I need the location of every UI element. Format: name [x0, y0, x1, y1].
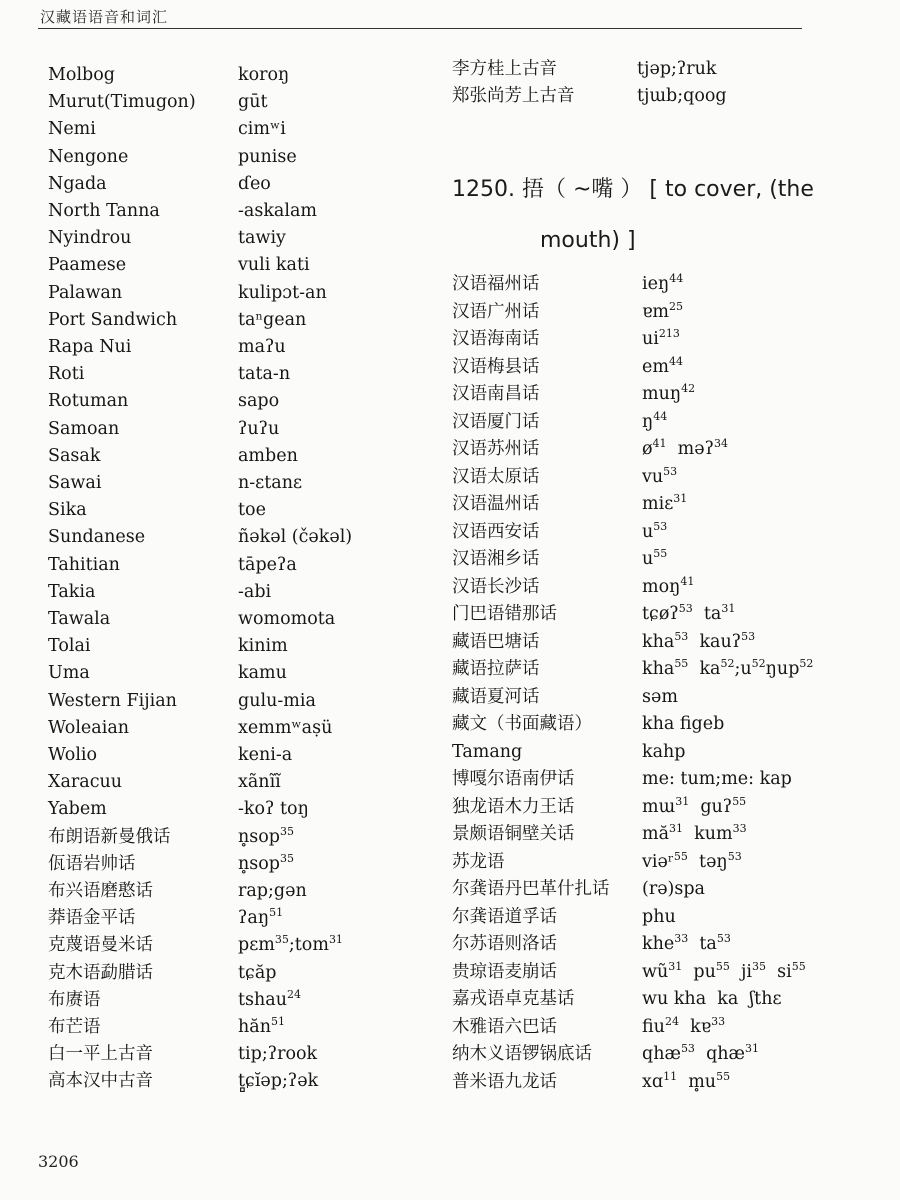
tone-superscript: 51	[269, 906, 284, 920]
form-segment: kamu	[238, 663, 287, 684]
tone-superscript: 53	[678, 602, 693, 615]
list-item	[0, 144, 900, 171]
language-name: 郑张尚芳上古音	[452, 86, 575, 106]
word-form	[642, 299, 683, 327]
language-name: Tawala	[48, 609, 111, 629]
list-item	[0, 546, 900, 573]
word-form	[642, 766, 792, 793]
form-segment: ui	[642, 329, 659, 349]
list-item	[0, 1069, 900, 1096]
word-form	[642, 436, 728, 464]
language-name: Sasak	[48, 445, 101, 466]
word-form	[642, 684, 678, 711]
word-form	[238, 144, 297, 171]
word-form	[642, 821, 747, 849]
language-name: 木雅语六巴话	[452, 1016, 557, 1037]
word-form	[637, 56, 717, 83]
word-form	[642, 271, 683, 299]
form-segment: ɗeo	[238, 173, 271, 194]
list-item	[0, 601, 900, 628]
word-form	[642, 464, 677, 492]
language-name: 藏语夏河话	[452, 686, 540, 707]
form-segment: tɕøʔ	[642, 604, 679, 624]
language-name: 汉语太原话	[452, 466, 540, 487]
list-item	[0, 931, 900, 958]
language-name: Paamese	[48, 255, 127, 276]
tone-superscript: 24	[664, 1014, 679, 1028]
word-form	[238, 116, 286, 143]
language-name: 汉语广州话	[452, 301, 540, 322]
language-name: Tahitian	[48, 554, 120, 575]
language-name: 克蔑语曼米话	[48, 935, 153, 956]
page-number: 3206	[38, 1152, 79, 1171]
form-segment: taⁿgean	[238, 309, 307, 330]
language-name: 布赓语	[48, 989, 101, 1010]
tone-superscript: 53	[727, 849, 742, 863]
language-name: 汉语福州话	[452, 274, 540, 294]
language-name: Sawai	[48, 473, 102, 493]
form-segment: pɛm	[238, 935, 275, 956]
form-segment: kinim	[238, 636, 288, 657]
form-segment: ŋup	[765, 659, 800, 679]
form-segment: koroŋ	[238, 65, 290, 85]
list-item	[0, 225, 900, 252]
form-segment: təŋ	[687, 851, 728, 872]
entry-headword: 捂	[521, 177, 544, 202]
form-segment: punise	[238, 146, 297, 167]
word-form	[642, 1041, 759, 1069]
language-name: Rapa Nui	[48, 337, 132, 357]
form-segment: cimʷi	[238, 119, 286, 140]
form-segment: fiu	[642, 1016, 665, 1037]
form-segment: tip;ʔrook	[238, 1044, 318, 1065]
list-item	[0, 794, 900, 821]
word-form	[637, 83, 727, 110]
form-segment: ʔaŋ	[238, 908, 270, 929]
form-segment: xɑ	[642, 1071, 664, 1092]
language-name: 汉语湘乡话	[452, 549, 540, 569]
language-name: 博嘎尔语南伊话	[452, 769, 575, 789]
language-name: 尔龚语道孚话	[452, 906, 557, 927]
word-form	[642, 381, 695, 409]
language-name: Sundanese	[48, 527, 146, 548]
form-segment: kauʔ	[688, 631, 742, 652]
list-item	[0, 354, 900, 381]
list-item	[0, 271, 900, 298]
language-name: 李方桂上古音	[452, 59, 557, 79]
entry-gloss-en: [ to cover, (the	[649, 177, 814, 202]
form-segment: ta	[688, 934, 717, 954]
list-item	[0, 629, 900, 656]
language-name: Xaracuu	[48, 772, 123, 793]
language-name: 布朗语新曼俄话	[48, 826, 171, 847]
form-segment: tāpeʔa	[238, 554, 297, 575]
form-segment: khe	[642, 934, 675, 954]
form-segment: em	[642, 356, 669, 377]
tone-superscript: 55	[674, 657, 689, 670]
form-segment: viəʳ	[642, 851, 674, 872]
form-segment: kha	[642, 659, 675, 679]
form-segment: xãnĩĩ	[238, 772, 281, 793]
language-name: 藏语巴塘话	[452, 631, 540, 652]
form-segment: tjɯb;qoog	[637, 86, 727, 106]
form-segment: ɐm	[642, 301, 670, 322]
language-name: Takia	[48, 581, 96, 602]
form-segment: miɛ	[642, 494, 674, 514]
language-name: Nengone	[48, 146, 129, 167]
language-name: 克木语勐腊话	[48, 962, 153, 983]
list-item	[0, 381, 900, 408]
list-item	[0, 711, 900, 738]
language-name: Roti	[48, 364, 85, 385]
running-head: 汉藏语语音和词汇	[40, 8, 169, 26]
tone-superscript: 55	[716, 1069, 731, 1083]
list-item	[0, 299, 900, 326]
word-form	[642, 491, 687, 519]
form-segment: ieŋ	[642, 274, 670, 294]
language-name: 汉语长沙话	[452, 576, 540, 597]
form-segment: n̥sop	[238, 826, 280, 847]
language-name: 高本汉中古音	[48, 1071, 153, 1092]
form-segment: ;u	[734, 659, 752, 679]
form-segment: moŋ	[642, 576, 681, 597]
tone-superscript: 55	[791, 959, 806, 973]
language-name: 汉语苏州话	[452, 439, 540, 459]
form-segment: -askalam	[238, 201, 317, 221]
tone-superscript: 31	[721, 602, 736, 615]
tone-superscript: 42	[681, 382, 696, 395]
language-name: 纳木义语锣锅底话	[452, 1044, 592, 1064]
word-form	[642, 711, 724, 738]
list-item	[0, 436, 900, 463]
language-name: 莽语金平话	[48, 908, 136, 929]
tone-superscript: 24	[287, 987, 301, 1001]
tone-superscript: 31	[669, 822, 684, 835]
language-name: 独龙语木力王话	[452, 796, 575, 817]
list-item	[0, 766, 900, 793]
tone-superscript: 31	[328, 933, 343, 947]
tone-superscript: 52	[720, 657, 735, 670]
word-form	[642, 601, 735, 629]
form-segment: ø	[642, 439, 653, 459]
language-name: Nemi	[48, 119, 96, 140]
form-segment: rap;gən	[238, 881, 307, 901]
tone-superscript: 51	[270, 1015, 285, 1028]
list-item	[0, 959, 900, 986]
word-form	[238, 171, 271, 198]
form-segment: keni-a	[238, 745, 293, 765]
word-form	[642, 519, 667, 547]
word-form	[642, 354, 683, 382]
language-name: Murut(Timugon)	[48, 92, 196, 113]
tone-superscript: 35	[280, 851, 294, 865]
form-segment: n̥sop	[238, 853, 280, 874]
language-name: 佤语岩帅话	[48, 853, 136, 874]
language-name: 汉语南昌话	[452, 384, 540, 404]
form-segment: n-ɛtanɛ	[238, 473, 303, 493]
entry-heading	[452, 172, 814, 203]
form-segment: m̥u	[677, 1071, 717, 1092]
form-segment: tshau	[238, 989, 287, 1010]
form-segment: qhæ	[642, 1044, 681, 1064]
form-segment: vuli kati	[238, 255, 310, 276]
word-form	[642, 931, 731, 959]
tone-superscript: 213	[658, 327, 680, 340]
tone-superscript: 55	[673, 849, 688, 863]
language-name: 景颇语铜壁关话	[452, 824, 575, 844]
tone-superscript: 34	[714, 437, 729, 450]
list-item	[0, 986, 900, 1013]
form-segment: ʔuʔu	[238, 418, 280, 439]
language-name: 汉语厦门话	[452, 411, 540, 432]
tone-superscript: 41	[652, 437, 667, 450]
tone-superscript: 53	[716, 932, 731, 945]
language-name: 白一平上古音	[48, 1044, 153, 1065]
form-segment: sapo	[238, 391, 280, 412]
entry-number: 1250.	[452, 177, 515, 202]
language-name: Tamang	[452, 741, 523, 762]
form-segment: toe	[238, 500, 266, 521]
form-segment: xemmʷaṣü	[238, 717, 333, 738]
list-item	[0, 491, 900, 521]
list-item	[0, 464, 900, 491]
language-name: 布兴语磨憨话	[48, 881, 153, 901]
form-segment: muŋ	[642, 384, 682, 404]
language-name: 藏语拉萨话	[452, 659, 540, 679]
tone-superscript: 55	[732, 794, 747, 808]
word-form	[642, 409, 667, 437]
tone-superscript: 31	[673, 492, 688, 505]
language-name: Sika	[48, 500, 87, 521]
word-form	[642, 326, 680, 354]
list-item	[0, 1041, 900, 1068]
form-segment: t̻ɕĭəp;ʔək	[238, 1071, 319, 1092]
language-name: Port Sandwich	[48, 309, 178, 330]
form-segment: mɯ	[642, 796, 676, 817]
tone-superscript: 53	[663, 464, 678, 478]
list-item	[0, 116, 900, 143]
word-form	[642, 656, 813, 684]
word-form	[642, 986, 782, 1013]
form-segment: məʔ	[666, 439, 715, 459]
language-name: 藏文（书面藏语）	[452, 714, 592, 734]
language-name: 汉语温州话	[452, 494, 540, 514]
form-segment: womomota	[238, 609, 336, 629]
language-name: 尔苏语则洛话	[452, 934, 557, 954]
form-segment: wu kha ka ʃthɛ	[642, 989, 782, 1009]
form-segment: mă	[642, 824, 670, 844]
form-segment: vu	[642, 466, 664, 487]
form-segment: tɕăp	[238, 962, 277, 983]
tone-superscript: 44	[653, 409, 668, 423]
tone-superscript: 31	[675, 794, 690, 808]
language-name: 苏龙语	[452, 851, 505, 872]
word-form	[642, 904, 676, 931]
form-segment: u	[642, 549, 654, 569]
list-item	[0, 904, 900, 931]
form-segment: tata-n	[238, 364, 291, 385]
language-name: 尔龚语丹巴革什扎话	[452, 879, 610, 899]
form-segment: kɐ	[678, 1016, 712, 1037]
tone-superscript: 53	[741, 629, 756, 643]
list-item	[0, 574, 900, 601]
tone-superscript: 41	[680, 574, 695, 588]
language-name: 贵琼语麦崩话	[452, 961, 557, 982]
tone-superscript: 53	[674, 629, 689, 643]
form-segment: ji	[729, 961, 753, 982]
language-name: Western Fijian	[48, 690, 177, 711]
form-segment: kum	[683, 824, 733, 844]
list-item	[0, 739, 900, 766]
tone-superscript: 35	[274, 933, 289, 947]
language-name: Molbog	[48, 65, 115, 85]
language-name: Woleaian	[48, 717, 130, 738]
tone-superscript: 52	[751, 657, 766, 670]
tone-superscript: 55	[715, 959, 730, 973]
tone-superscript: 35	[752, 959, 767, 973]
tone-superscript: 31	[668, 959, 683, 973]
list-item	[0, 519, 900, 546]
word-form	[238, 225, 286, 252]
list-item	[0, 326, 900, 353]
form-segment: ñəkəl (čəkəl)	[238, 527, 353, 548]
form-segment: wũ	[642, 961, 669, 982]
word-form	[642, 794, 746, 822]
tone-superscript: 44	[669, 272, 684, 285]
list-item	[0, 876, 900, 903]
form-segment: tawiy	[238, 228, 286, 249]
tone-superscript: 53	[653, 519, 668, 533]
entry-gloss-zh: （ ~嘴 ）	[544, 177, 643, 202]
language-name: 布芒语	[48, 1017, 101, 1037]
form-segment: ta	[692, 604, 722, 624]
entry-heading-cont: mouth) ]	[540, 228, 636, 253]
language-name: Wolio	[48, 745, 98, 765]
word-form	[642, 1069, 730, 1097]
language-name: Yabem	[48, 799, 107, 820]
form-segment: səm	[642, 686, 678, 707]
language-name: Nyindrou	[48, 228, 132, 249]
form-segment: tjəp;ʔruk	[637, 59, 717, 79]
header-rule	[38, 28, 802, 29]
form-segment: u	[642, 521, 654, 542]
tone-superscript: 33	[732, 822, 747, 835]
form-segment: kahp	[642, 741, 686, 762]
tone-superscript: 33	[711, 1014, 726, 1028]
list-item	[0, 1014, 900, 1041]
form-segment: amben	[238, 445, 298, 466]
language-name: Uma	[48, 663, 90, 684]
tone-superscript: 52	[799, 657, 814, 670]
word-form	[642, 876, 705, 903]
language-name: Palawan	[48, 282, 123, 303]
form-segment: si	[766, 961, 792, 982]
list-item	[0, 684, 900, 711]
tone-superscript: 33	[674, 932, 689, 945]
form-segment: (rə)spa	[642, 879, 705, 899]
list-item	[0, 849, 900, 876]
word-form	[642, 739, 686, 766]
list-item	[0, 656, 900, 683]
form-segment: -abi	[238, 581, 272, 602]
form-segment: pu	[682, 961, 716, 982]
word-form	[642, 629, 755, 657]
tone-superscript: 55	[653, 547, 668, 560]
word-form	[642, 849, 742, 877]
word-form	[642, 959, 806, 987]
tone-superscript: 11	[663, 1069, 678, 1083]
form-segment: hăn	[238, 1017, 271, 1037]
list-item	[0, 409, 900, 436]
language-name: 汉语海南话	[452, 329, 540, 349]
form-segment: kha figeb	[642, 714, 725, 734]
language-name: Samoan	[48, 418, 120, 439]
tone-superscript: 53	[680, 1042, 695, 1055]
form-segment: -koʔ toŋ	[238, 799, 309, 820]
form-segment: qhæ	[694, 1044, 745, 1064]
list-item	[0, 821, 900, 848]
language-name: 普米语九龙话	[452, 1071, 557, 1092]
language-name: Rotuman	[48, 391, 129, 412]
list-item	[0, 83, 900, 113]
form-segment: kulipɔt-an	[238, 282, 327, 303]
form-segment: gūt	[238, 92, 268, 113]
word-form	[642, 1014, 725, 1042]
language-name: 汉语西安话	[452, 521, 540, 542]
tone-superscript: 25	[669, 299, 684, 313]
language-name: 汉语梅县话	[452, 356, 540, 377]
tone-superscript: 31	[745, 1042, 759, 1055]
form-segment: maʔu	[238, 337, 286, 357]
form-segment: me: tum;me: kap	[642, 769, 792, 789]
form-segment: ka	[688, 659, 721, 679]
tone-superscript: 35	[280, 824, 294, 838]
form-segment: ŋ	[642, 411, 654, 432]
form-segment: kha	[642, 631, 675, 652]
language-name: 嘉戎语卓克基话	[452, 989, 575, 1009]
language-name: North Tanna	[48, 201, 160, 221]
form-segment: ;tom	[288, 935, 329, 956]
word-form	[642, 574, 694, 602]
tone-superscript: 44	[668, 354, 683, 368]
list-item	[0, 56, 900, 83]
language-name: Tolai	[48, 636, 91, 657]
form-segment: gulu-mia	[238, 690, 316, 711]
language-name: 门巴语错那话	[452, 604, 557, 624]
form-segment: phu	[642, 906, 676, 927]
word-form	[642, 546, 667, 574]
language-name: Ngada	[48, 173, 107, 194]
form-segment: guʔ	[689, 796, 733, 817]
word-form	[238, 198, 317, 225]
